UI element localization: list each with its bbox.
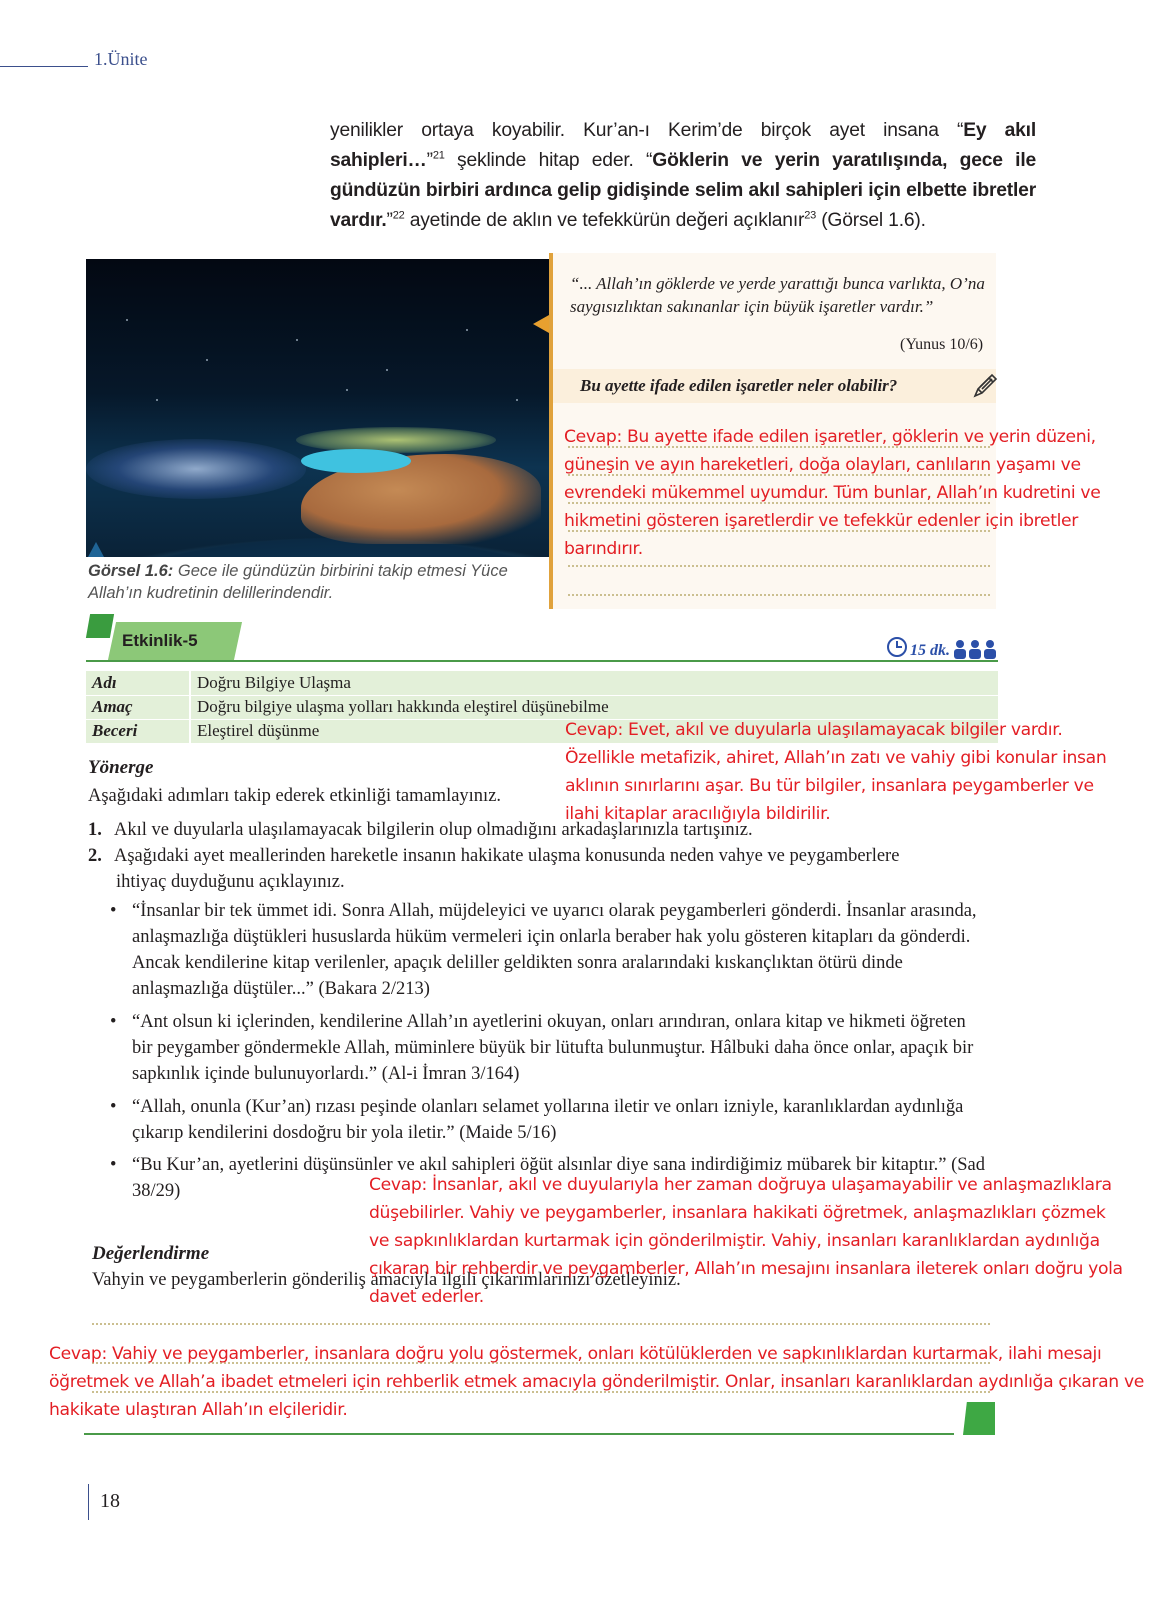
footnote-ref-21: 21 <box>432 149 445 162</box>
footnote-ref-22: 22 <box>392 209 405 222</box>
answer-line <box>568 565 990 567</box>
intro-text: (Görsel 1.6). <box>816 210 926 231</box>
activity-duration: 15 dk. <box>910 642 950 659</box>
image-europe-lights <box>86 439 306 499</box>
image-land-green <box>296 427 496 453</box>
info-key: Amaç <box>86 695 190 719</box>
bullet-icon: • <box>110 1012 117 1032</box>
bullet-icon: • <box>110 1155 117 1175</box>
unit-label: 1.Ünite <box>94 49 148 69</box>
unit-header-rule <box>0 66 88 67</box>
verse-bullet <box>110 1009 990 1087</box>
caption-triangle-icon <box>88 542 104 557</box>
instructions-intro: Aşağıdaki adımları takip ederek etkinliği tamamlayınız. <box>88 786 502 806</box>
star <box>516 399 518 401</box>
quote-pointer-icon <box>533 315 549 333</box>
info-key: Adı <box>86 671 190 695</box>
verse-bullet <box>110 1094 990 1146</box>
caption-label: Görsel 1.6: <box>88 562 174 580</box>
answer-text-4: Cevap: Vahiy ve peygamberler, insanlara doğru yolu göstermek, onları kötülüklerden ve sapkınlıklardan kurtarmak, ilahi mesajı öğretmek ve Allah’a ibadet etmeleri için rehberlik etmek amacıyla gönderilmiştir. Onlar, insanları karanlıklardan aydınlığa çıkaran ve hakikate ulaştıran Allah’ın elçileridir. <box>49 1344 1145 1420</box>
intro-bold-quote-2: Göklerin ve yerin yaratılışında, gece ile gündüzün birbiri ardınca gelip gidişinde selim akıl sahipleri için elbette ibretler vardır. <box>330 150 1036 231</box>
verse-bullet <box>110 898 990 1002</box>
table-row <box>86 671 998 695</box>
info-value: Eleştirel düşünme <box>190 719 998 743</box>
intro-text: şeklinde hitap eder. “ <box>444 150 653 171</box>
star <box>156 399 158 401</box>
star <box>126 319 128 321</box>
pencil-icon <box>970 371 1000 401</box>
star <box>296 339 298 341</box>
answer-line <box>568 594 990 596</box>
caption-text: Gece ile gündüzün birbirini takip etmesi Yüce Allah’ın kudretinin delillerindendir. <box>88 562 508 602</box>
verse-text: “İnsanlar bir tek ümmet idi. Sonra Allah, müjdeleyici ve uyarıcı olarak peygamberleri gönderdi. İnsanlar arasında, anlaşmazlığa düştükleri hususlarda hüküm vermeleri için onlarla beraber hak yolu gösteren kitapları da gönderdi. Ancak kendilerine kitap verilenler, apaçık deliller geldikten sonra aralarındaki kıskançlıktan ötürü dinde anlaşmazlığa düştüler...” (Bakara 2/213) <box>132 901 977 999</box>
step-text: Akıl ve duyularla ulaşılamayacak bilgilerin olup olmadığını arkadaşlarınızla tartışınız. <box>114 820 753 840</box>
activity-end-marker <box>963 1402 995 1435</box>
page-number: 18 <box>100 1490 120 1512</box>
evaluation-heading: Değerlendirme <box>92 1243 210 1264</box>
intro-text: yenilikler ortaya koyabilir. Kur’an-ı Kerim’de birçok ayet insana “ <box>330 120 964 141</box>
answer-text-2: Cevap: Evet, akıl ve duyularla ulaşılamayacak bilgiler vardır. Özellikle metafizik, ahiret, Allah’ın zatı ve vahiy gibi konular insan aklının sınırlarını aşar. Bu tür bilgiler, insanlara peygamberler ve ilahi kitaplar aracılığıyla bildirilir. <box>565 720 1107 824</box>
info-key: Beceri <box>86 719 190 743</box>
answer-line <box>92 1323 990 1325</box>
people-icon <box>952 638 998 660</box>
verse-reference: (Yunus 10/6) <box>900 336 984 353</box>
verse-text: “Ant olsun ki içlerinden, kendilerine Allah’ın ayetlerini okuyan, onları arındıran, onlara kitap ve hikmeti öğreten bir peygamber göndermekle Allah, müminlere büyük bir lütufta bulunmuştur. Hâlbuki daha önce onlar, apaçık bir sapkınlık içinde bulunuyorlardı.” (Al-i İmran 3/164) <box>132 1012 974 1084</box>
step-text-continued: ihtiyaç duyduğunu açıklayınız. <box>116 872 345 892</box>
intro-paragraph: yenilikler ortaya koyabilir. Kur’an-ı Kerim’de birçok ayet insana “Ey akıl sahipleri…”$^{21}$ şeklinde hitap eder. “Göklerin ve yerin yaratılışında, gece ile gündüzün birbiri ardınca gelip gidişinde selim akıl sahipleri için elbette ibretler vardır.”$^{22}$ ayetinde de aklın ve tefekkürün değeri açıklanır$^{23}$ (Görsel 1.6). <box>330 120 1036 231</box>
star <box>386 369 388 371</box>
star <box>346 389 348 391</box>
step-number: 1. <box>88 820 102 840</box>
step-text: Aşağıdaki ayet meallerinden hareketle insanın hakikate ulaşma konusunda neden vahye ve peygamberlere <box>114 846 900 866</box>
star <box>206 359 208 361</box>
intro-bold-quote-1: Ey akıl sahipleri… <box>330 120 1036 171</box>
verse-text: “Allah, onunla (Kur’an) rızası peşinde olanları selamet yollarına iletir ve onları izniyle, karanlıklardan aydınlığa çıkarıp kendilerini dosdoğru bir yola iletir.” (Maide 5/16) <box>132 1097 964 1143</box>
info-value: Doğru Bilgiye Ulaşma <box>190 671 998 695</box>
bullet-icon: • <box>110 901 117 921</box>
clock-icon <box>886 636 908 658</box>
earth-image <box>86 259 549 557</box>
activity-rule <box>86 660 998 662</box>
step-item <box>88 843 988 895</box>
page-number-bar <box>88 1484 89 1520</box>
answer-text-3: Cevap: İnsanlar, akıl ve duyularıyla her zaman doğruya ulaşamayabilir ve anlaşmazlıklara düşebilirler. Vahiy ve peygamberler, insanlara hakikati öğretmek, anlaşmazlıkları çözmek ve sapkınlıklardan kurtarmak için gönderilmiştir. Vahiy, insanları karanlıklardan aydınlığa çıkaran bir rehberdir ve peygamberler, Allah’ın mesajını insanlara ileterek onları doğru yola davet ederler. <box>369 1175 1123 1307</box>
instructions-heading: Yönerge <box>88 757 154 778</box>
answer-text-1: Cevap: Bu ayette ifade edilen işaretler, göklerin ve yerin düzeni, güneşin ve ayın hareketleri, doğa olayları, canlıların yaşamı ve evrendeki mükemmel uyumdur. Tüm bunlar, Allah’ın kudretini ve hikmetini gösteren işaretlerdir ve tefekkür edenler için ibretler barındırır. <box>564 427 1101 559</box>
step-number: 2. <box>88 846 102 866</box>
bullet-icon: • <box>110 1097 117 1117</box>
verse-quote: “... Allah’ın göklerde ve yerde yarattığı bunca varlıkta, O’na saygısızlıktan sakınanlar için büyük işaretler vardır.” <box>570 274 985 316</box>
figure-caption <box>88 560 548 604</box>
question-text: Bu ayette ifade edilen işaretler neler olabilir? <box>580 376 898 395</box>
activity-title: Etkinlik-5 <box>122 631 198 650</box>
image-black-sea <box>301 449 411 473</box>
activity-corner-marker <box>86 614 114 638</box>
info-value: Doğru bilgiye ulaşma yolları hakkında eleştirel düşünebilme <box>190 695 998 719</box>
activity-end-rule <box>84 1433 954 1435</box>
verse-text: “Bu Kur’an, ayetlerini düşünsünler ve akıl sahipleri öğüt alsınlar diye sana indirdiğimiz mübarek bir kitaptır.” (Sad 38/29) <box>132 1155 986 1201</box>
intro-text: ayetinde de aklın ve tefekkürün değeri açıklanır <box>404 210 805 231</box>
footnote-ref-23: 23 <box>804 209 817 222</box>
evaluation-prompt: Vahyin ve peygamberlerin gönderiliş amacıyla ilgili çıkarımlarınızı özetleyiniz. <box>92 1270 681 1290</box>
star <box>466 329 468 331</box>
